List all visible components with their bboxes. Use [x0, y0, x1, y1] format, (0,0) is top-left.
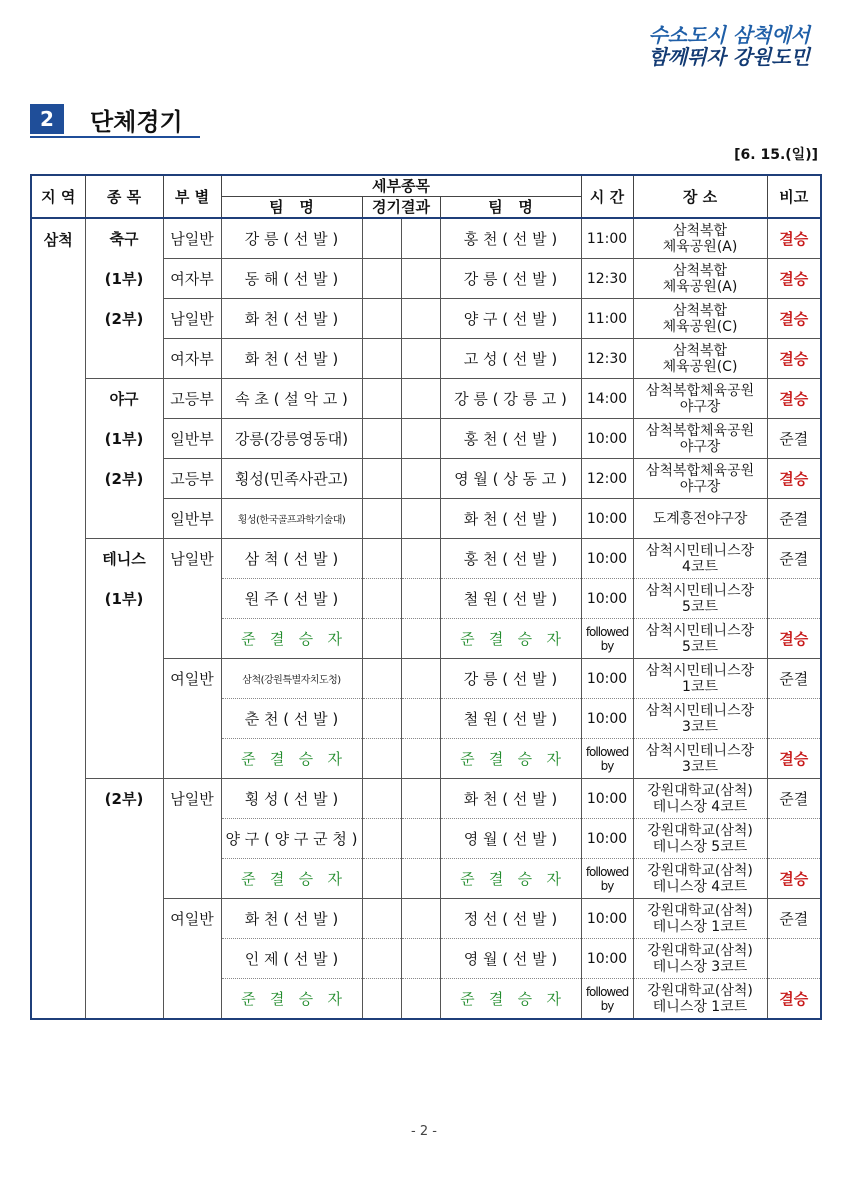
result-a-cell: [362, 779, 401, 819]
event-cell: [85, 859, 163, 899]
page-number: - 2 -: [411, 1124, 437, 1139]
time-cell: 10:00: [581, 539, 633, 579]
division-cell: [163, 579, 221, 619]
event-cell: [85, 699, 163, 739]
division-cell: [163, 739, 221, 779]
event-cell: (2부): [85, 779, 163, 819]
time-cell: 11:00: [581, 299, 633, 339]
division-cell: 여자부: [163, 339, 221, 379]
place-line-2: 야구장: [679, 438, 721, 455]
division-cell: 남일반: [163, 539, 221, 579]
result-b-cell: [401, 979, 440, 1020]
note-cell: [767, 939, 821, 979]
division-cell: [163, 619, 221, 659]
place-line-2: 3코트: [682, 758, 719, 775]
result-a-cell: [362, 299, 401, 339]
note-cell: 결승: [767, 218, 821, 259]
team-a-cell: 강릉(강릉영동대): [221, 419, 362, 459]
place-line-1: 삼척복합체육공원: [645, 382, 755, 399]
header-division: 부 별: [163, 175, 221, 218]
division-cell: 일반부: [163, 419, 221, 459]
place-line-1: 강원대학교(삼척): [647, 822, 753, 839]
note-cell: 준결: [767, 499, 821, 539]
note-cell: 결승: [767, 339, 821, 379]
team-a-cell: 춘 천 ( 선 발 ): [221, 699, 362, 739]
result-b-cell: [401, 218, 440, 259]
division-cell: [163, 939, 221, 979]
place-line-2: 테니스장 4코트: [652, 798, 748, 815]
time-cell: 10:00: [581, 779, 633, 819]
place-line-2: 3코트: [682, 718, 719, 735]
team-a-cell: 삼 척 ( 선 발 ): [221, 539, 362, 579]
table-row: [31, 659, 821, 699]
place-line-1: 삼척시민테니스장: [645, 622, 755, 639]
team-b-cell: 화 천 ( 선 발 ): [440, 499, 581, 539]
table-row: [31, 819, 821, 859]
team-a-cell: 인 제 ( 선 발 ): [221, 939, 362, 979]
team-b-cell: 강 릉 ( 선 발 ): [440, 659, 581, 699]
place-line-2: 체육공원(C): [662, 318, 738, 335]
place-line-1: 강원대학교(삼척): [647, 782, 753, 799]
place-line-2: 4코트: [682, 558, 719, 575]
place-cell: [633, 419, 767, 459]
slogan-line-1: 수소도시 삼척에서: [648, 23, 810, 47]
division-cell: 여일반: [163, 659, 221, 699]
team-b-cell: 영 월 ( 상 동 고 ): [440, 459, 581, 499]
team-b-cell: 홍 천 ( 선 발 ): [440, 218, 581, 259]
team-b-cell: 영 월 ( 선 발 ): [440, 819, 581, 859]
place-cell: [633, 579, 767, 619]
result-a-cell: [362, 619, 401, 659]
team-a-cell: 준 결 승 자: [221, 979, 362, 1020]
note-cell: 결승: [767, 619, 821, 659]
division-cell: 고등부: [163, 459, 221, 499]
time-cell: 10:00: [581, 579, 633, 619]
place-line-1: 강원대학교(삼척): [647, 902, 753, 919]
header-event: 종 목: [85, 175, 163, 218]
team-a-cell: 준 결 승 자: [221, 619, 362, 659]
schedule-table: [30, 174, 822, 1020]
team-b-cell: 강 릉 ( 선 발 ): [440, 259, 581, 299]
event-cell: [85, 739, 163, 779]
place-line-2: 5코트: [682, 638, 719, 655]
result-b-cell: [401, 779, 440, 819]
place-line-1: 도계흥전야구장: [652, 510, 748, 527]
result-b-cell: [401, 419, 440, 459]
team-b-cell: 강 릉 ( 강 릉 고 ): [440, 379, 581, 419]
table-row: [31, 259, 821, 299]
team-a-cell: 양 구 ( 양 구 군 청 ): [221, 819, 362, 859]
division-cell: [163, 859, 221, 899]
place-line-2: 체육공원(A): [662, 278, 738, 295]
place-line-1: 삼척복합: [672, 262, 728, 279]
place-cell: [633, 699, 767, 739]
division-cell: 여자부: [163, 259, 221, 299]
result-b-cell: [401, 899, 440, 939]
result-b-cell: [401, 619, 440, 659]
place-cell: [633, 779, 767, 819]
note-cell: 결승: [767, 299, 821, 339]
time-cell: followed by: [581, 979, 633, 1020]
result-a-cell: [362, 819, 401, 859]
table-row: [31, 899, 821, 939]
place-cell: [633, 859, 767, 899]
team-b-cell: 화 천 ( 선 발 ): [440, 779, 581, 819]
team-a-cell: 속 초 ( 설 악 고 ): [221, 379, 362, 419]
team-b-cell: 양 구 ( 선 발 ): [440, 299, 581, 339]
match-date: [6. 15.(일)]: [734, 147, 818, 163]
result-b-cell: [401, 699, 440, 739]
note-cell: 준결: [767, 539, 821, 579]
slogan: [648, 24, 810, 68]
event-cell: (1부): [85, 579, 163, 619]
note-cell: [767, 699, 821, 739]
team-a-cell: 원 주 ( 선 발 ): [221, 579, 362, 619]
header-place: 장 소: [633, 175, 767, 218]
slogan-line-2: 함께뛰자 강원도민: [648, 45, 810, 69]
event-cell: [85, 619, 163, 659]
place-cell: [633, 979, 767, 1020]
table-row: [31, 299, 821, 339]
table-row: [31, 339, 821, 379]
note-cell: [767, 579, 821, 619]
team-a-cell: 횡성(민족사관고): [221, 459, 362, 499]
place-cell: [633, 539, 767, 579]
result-a-cell: [362, 419, 401, 459]
result-a-cell: [362, 539, 401, 579]
event-cell: [85, 819, 163, 859]
note-cell: 준결: [767, 419, 821, 459]
result-b-cell: [401, 459, 440, 499]
event-cell: (2부): [85, 459, 163, 499]
team-b-cell: 철 원 ( 선 발 ): [440, 579, 581, 619]
division-cell: [163, 699, 221, 739]
event-cell: [85, 499, 163, 539]
time-cell: 10:00: [581, 899, 633, 939]
team-a-cell: 화 천 ( 선 발 ): [221, 899, 362, 939]
time-cell: 12:30: [581, 259, 633, 299]
place-line-1: 삼척시민테니스장: [645, 582, 755, 599]
place-line-2: 야구장: [679, 478, 721, 495]
team-b-cell: 준 결 승 자: [440, 979, 581, 1020]
place-cell: [633, 259, 767, 299]
header-time: 시 간: [581, 175, 633, 218]
time-cell: 14:00: [581, 379, 633, 419]
place-line-2: 체육공원(C): [662, 358, 738, 375]
place-line-1: 강원대학교(삼척): [647, 942, 753, 959]
event-cell: [85, 659, 163, 699]
place-cell: [633, 659, 767, 699]
table-row: [31, 779, 821, 819]
table-row: [31, 419, 821, 459]
result-b-cell: [401, 819, 440, 859]
event-cell: [85, 939, 163, 979]
team-b-cell: 홍 천 ( 선 발 ): [440, 539, 581, 579]
note-cell: [767, 819, 821, 859]
division-cell: 고등부: [163, 379, 221, 419]
place-line-2: 야구장: [679, 398, 721, 415]
result-a-cell: [362, 979, 401, 1020]
header-team-b: 팀 명: [440, 197, 581, 219]
place-line-1: 삼척시민테니스장: [645, 702, 755, 719]
time-cell: 12:30: [581, 339, 633, 379]
result-a-cell: [362, 339, 401, 379]
note-cell: 준결: [767, 659, 821, 699]
team-b-cell: 고 성 ( 선 발 ): [440, 339, 581, 379]
table-row: [31, 699, 821, 739]
division-cell: [163, 979, 221, 1020]
result-b-cell: [401, 939, 440, 979]
division-cell: 남일반: [163, 299, 221, 339]
result-b-cell: [401, 659, 440, 699]
place-line-1: 강원대학교(삼척): [647, 862, 753, 879]
schedule-body: [31, 218, 821, 1019]
table-row: [31, 218, 821, 259]
place-cell: [633, 819, 767, 859]
section-number: 2: [30, 104, 64, 134]
result-b-cell: [401, 539, 440, 579]
team-a-cell: 횡성(한국골프과학기술대): [221, 499, 362, 539]
table-row: [31, 939, 821, 979]
result-a-cell: [362, 659, 401, 699]
table-row: [31, 459, 821, 499]
event-cell: [85, 979, 163, 1020]
place-cell: [633, 379, 767, 419]
team-b-cell: 준 결 승 자: [440, 739, 581, 779]
result-a-cell: [362, 579, 401, 619]
time-cell: 10:00: [581, 659, 633, 699]
place-line-2: 테니스장 5코트: [652, 838, 748, 855]
result-a-cell: [362, 859, 401, 899]
team-a-cell: 화 천 ( 선 발 ): [221, 339, 362, 379]
note-cell: 결승: [767, 379, 821, 419]
time-cell: 11:00: [581, 218, 633, 259]
event-cell: 야구: [85, 379, 163, 419]
result-a-cell: [362, 499, 401, 539]
place-line-1: 삼척복합: [672, 222, 728, 239]
result-b-cell: [401, 739, 440, 779]
place-line-2: 1코트: [682, 678, 719, 695]
team-a-cell: 화 천 ( 선 발 ): [221, 299, 362, 339]
place-line-1: 삼척시민테니스장: [645, 742, 755, 759]
division-cell: [163, 819, 221, 859]
section-title: 단체경기: [90, 108, 183, 136]
place-cell: [633, 339, 767, 379]
note-cell: 결승: [767, 739, 821, 779]
result-a-cell: [362, 459, 401, 499]
team-a-cell: 준 결 승 자: [221, 739, 362, 779]
division-cell: 남일반: [163, 779, 221, 819]
header-region: 지 역: [31, 175, 85, 218]
team-b-cell: 영 월 ( 선 발 ): [440, 939, 581, 979]
note-cell: 결승: [767, 459, 821, 499]
event-cell: (2부): [85, 299, 163, 339]
header-team-a: 팀 명: [221, 197, 362, 219]
table-row: [31, 739, 821, 779]
team-b-cell: 정 선 ( 선 발 ): [440, 899, 581, 939]
time-cell: followed by: [581, 739, 633, 779]
table-row: [31, 619, 821, 659]
time-cell: 10:00: [581, 939, 633, 979]
place-line-2: 테니스장 1코트: [652, 918, 748, 935]
place-line-1: 삼척복합: [672, 302, 728, 319]
table-row: [31, 379, 821, 419]
result-a-cell: [362, 739, 401, 779]
event-cell: [85, 899, 163, 939]
place-line-1: 삼척시민테니스장: [645, 542, 755, 559]
team-b-cell: 홍 천 ( 선 발 ): [440, 419, 581, 459]
result-a-cell: [362, 259, 401, 299]
place-line-1: 삼척복합체육공원: [645, 422, 755, 439]
place-cell: [633, 499, 767, 539]
division-cell: 남일반: [163, 218, 221, 259]
team-b-cell: 철 원 ( 선 발 ): [440, 699, 581, 739]
place-line-1: 강원대학교(삼척): [647, 982, 753, 999]
note-cell: 준결: [767, 779, 821, 819]
table-row: [31, 979, 821, 1020]
note-cell: 준결: [767, 899, 821, 939]
team-a-cell: 횡 성 ( 선 발 ): [221, 779, 362, 819]
place-line-2: 테니스장 3코트: [652, 958, 748, 975]
result-b-cell: [401, 339, 440, 379]
place-cell: [633, 218, 767, 259]
team-b-cell: 준 결 승 자: [440, 859, 581, 899]
result-a-cell: [362, 699, 401, 739]
division-cell: 일반부: [163, 499, 221, 539]
event-cell: (1부): [85, 419, 163, 459]
place-line-1: 삼척복합체육공원: [645, 462, 755, 479]
time-cell: 10:00: [581, 699, 633, 739]
table-row: [31, 859, 821, 899]
event-cell: 축구: [85, 218, 163, 259]
division-cell: 여일반: [163, 899, 221, 939]
place-cell: [633, 619, 767, 659]
event-cell: 테니스: [85, 539, 163, 579]
team-a-cell: 삼척(강원특별자치도청): [221, 659, 362, 699]
note-cell: 결승: [767, 259, 821, 299]
event-cell: [85, 339, 163, 379]
result-b-cell: [401, 299, 440, 339]
place-line-1: 삼척시민테니스장: [645, 662, 755, 679]
time-cell: 12:00: [581, 459, 633, 499]
place-line-2: 테니스장 4코트: [652, 878, 748, 895]
event-cell: (1부): [85, 259, 163, 299]
result-b-cell: [401, 499, 440, 539]
section-underline: [30, 136, 200, 138]
result-a-cell: [362, 218, 401, 259]
time-cell: followed by: [581, 859, 633, 899]
team-a-cell: 동 해 ( 선 발 ): [221, 259, 362, 299]
place-line-2: 5코트: [682, 598, 719, 615]
result-a-cell: [362, 899, 401, 939]
note-cell: 결승: [767, 979, 821, 1020]
result-a-cell: [362, 939, 401, 979]
place-line-1: 삼척복합: [672, 342, 728, 359]
team-a-cell: 준 결 승 자: [221, 859, 362, 899]
time-cell: followed by: [581, 619, 633, 659]
place-line-2: 테니스장 1코트: [652, 998, 748, 1015]
note-cell: 결승: [767, 859, 821, 899]
table-row: [31, 539, 821, 579]
result-b-cell: [401, 579, 440, 619]
place-cell: [633, 739, 767, 779]
result-b-cell: [401, 259, 440, 299]
time-cell: 10:00: [581, 819, 633, 859]
place-cell: [633, 459, 767, 499]
result-b-cell: [401, 859, 440, 899]
header-note: 비고: [767, 175, 821, 218]
time-cell: 10:00: [581, 499, 633, 539]
place-cell: [633, 299, 767, 339]
place-cell: [633, 939, 767, 979]
table-row: [31, 499, 821, 539]
table-row: [31, 579, 821, 619]
team-b-cell: 준 결 승 자: [440, 619, 581, 659]
result-b-cell: [401, 379, 440, 419]
result-a-cell: [362, 379, 401, 419]
time-cell: 10:00: [581, 419, 633, 459]
place-cell: [633, 899, 767, 939]
place-line-2: 체육공원(A): [662, 238, 738, 255]
header-result: 경기결과: [362, 197, 440, 219]
team-a-cell: 강 릉 ( 선 발 ): [221, 218, 362, 259]
header-detail: 세부종목: [221, 175, 581, 197]
region-cell: 삼척: [31, 218, 85, 1019]
